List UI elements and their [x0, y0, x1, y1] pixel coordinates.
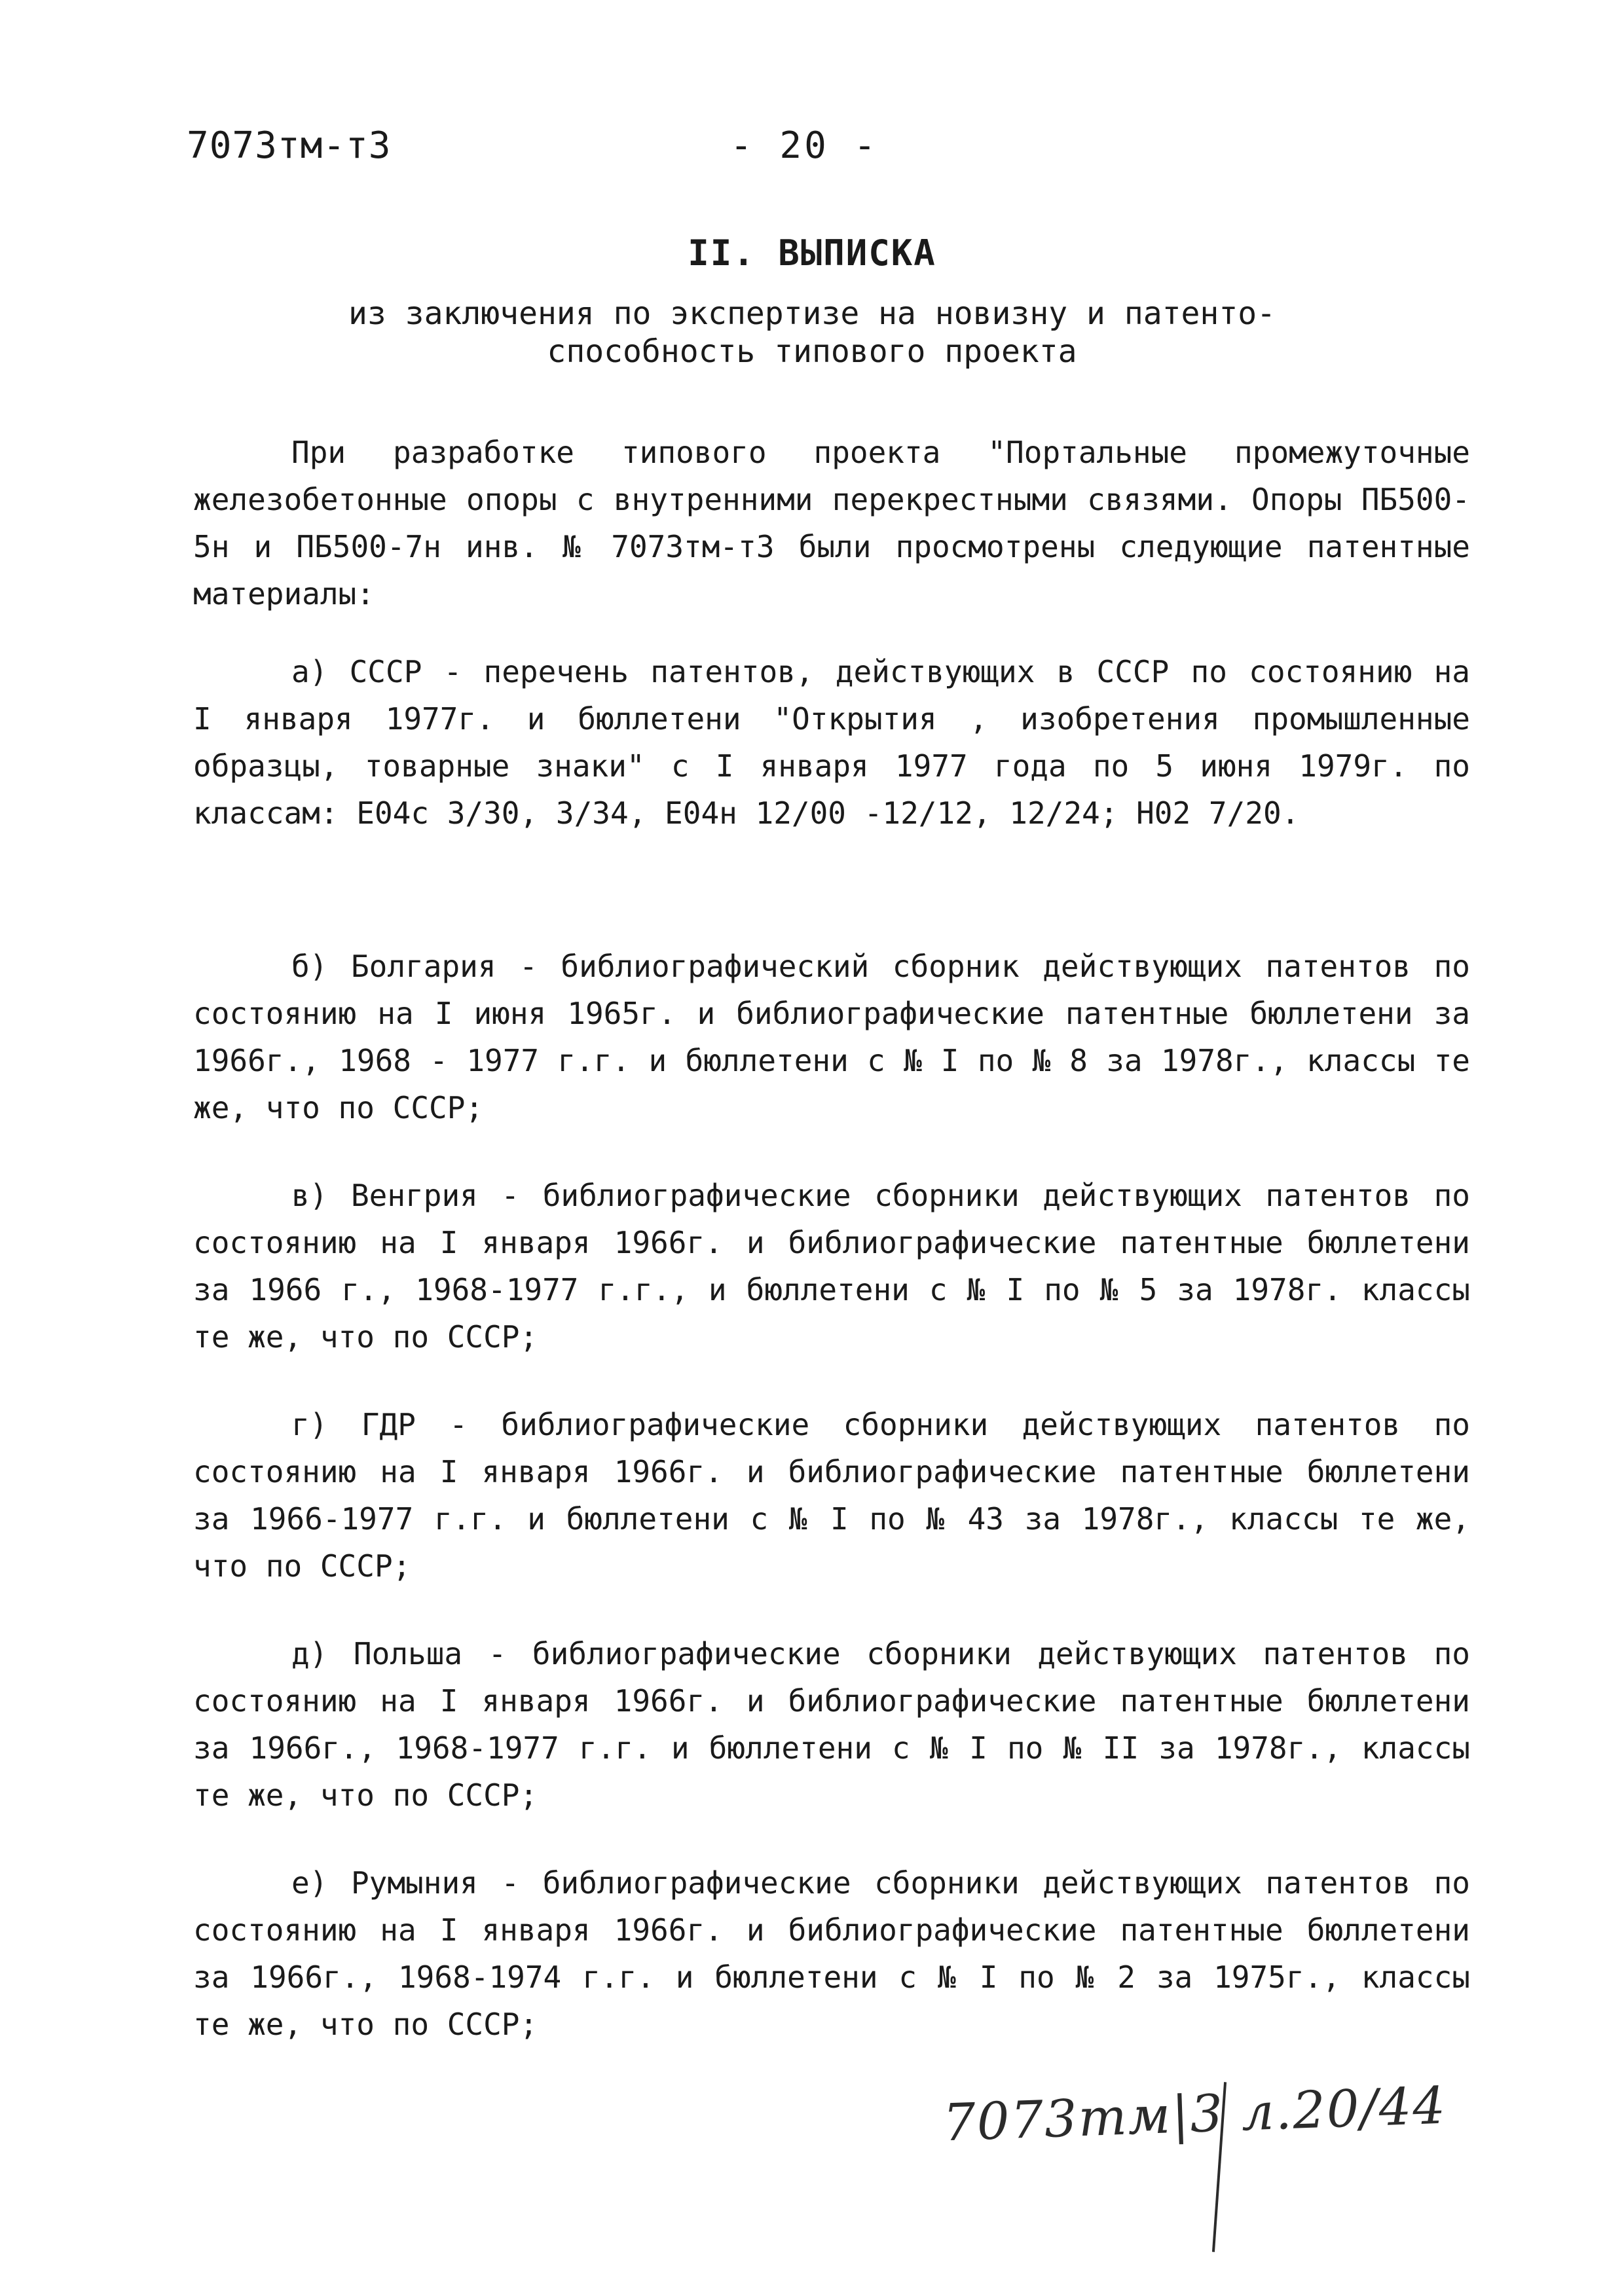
paragraph-gdr: г) ГДР - библиографические сборники действующих патентов по состоянию на I января 1966г. и библиографические патентные бюллетени за 1966-1977 г.г. и бюллетени с № I по № 43 за 1978г., классы те же, что по СССР;: [193, 1407, 1470, 1584]
page-number: - 20 -: [730, 124, 879, 167]
paragraph-ussr: а) СССР - перечень патентов, действующих в СССР по состоянию на I января 1977г. и бюллетени "Открытия , изобретения промышленные образцы, товарные знаки" с I января 1977 года по 5 июня 1979г. по классам: Е04с 3/30, 3/34, Е04н 12/00 -12/12, 12/24; Н02 7/20.: [193, 654, 1470, 831]
subtitle-line-1: из заключения по экспертизе на новизну и патенто-: [348, 295, 1276, 332]
paragraph-hungary: в) Венгрия - библиографические сборники действующих патентов по состоянию на I января 1966г. и библиографические патентные бюллетени за 1966 г., 1968-1977 г.г., и бюллетени с № I по № 5 за 1978г. классы те же, что по СССР;: [193, 1178, 1470, 1355]
paragraph-romania: е) Румыния - библиографические сборники действующих патентов по состоянию на I января 1966г. и библиографические патентные бюллетени за 1966г., 1968-1974 г.г. и бюллетени с № I по № 2 за 1975г., классы те же, что по СССР;: [193, 1865, 1470, 2042]
section-subtitle: [0, 295, 1624, 371]
handwritten-reference: 7073тм|3 л.20/44: [942, 2076, 1448, 2153]
document-code: 7073тм-т3: [187, 124, 392, 167]
intro-paragraph: При разработке типового проекта "Портальные промежуточные железобетонные опоры с внутренними перекрестными связями. Опоры ПБ500-5н и ПБ500-7н инв. № 7073тм-т3 были просмотрены следующие патентные материалы:: [193, 435, 1470, 611]
paragraph-poland: д) Польша - библиографические сборники действующих патентов по состоянию на I января 1966г. и библиографические патентные бюллетени за 1966г., 1968-1977 г.г. и бюллетени с № I по № II за 1978г., классы те же, что по СССР;: [193, 1636, 1470, 1813]
section-title: II. ВЫПИСКА: [688, 232, 936, 274]
paragraph-bulgaria: б) Болгария - библиографический сборник действующих патентов по состоянию на I июня 1965г. и библиографические патентные бюллетени за 1966г., 1968 - 1977 г.г. и бюллетени с № I по № 8 за 1978г., классы те же, что по СССР;: [193, 949, 1470, 1125]
subtitle-line-2: способность типового проекта: [547, 333, 1077, 370]
